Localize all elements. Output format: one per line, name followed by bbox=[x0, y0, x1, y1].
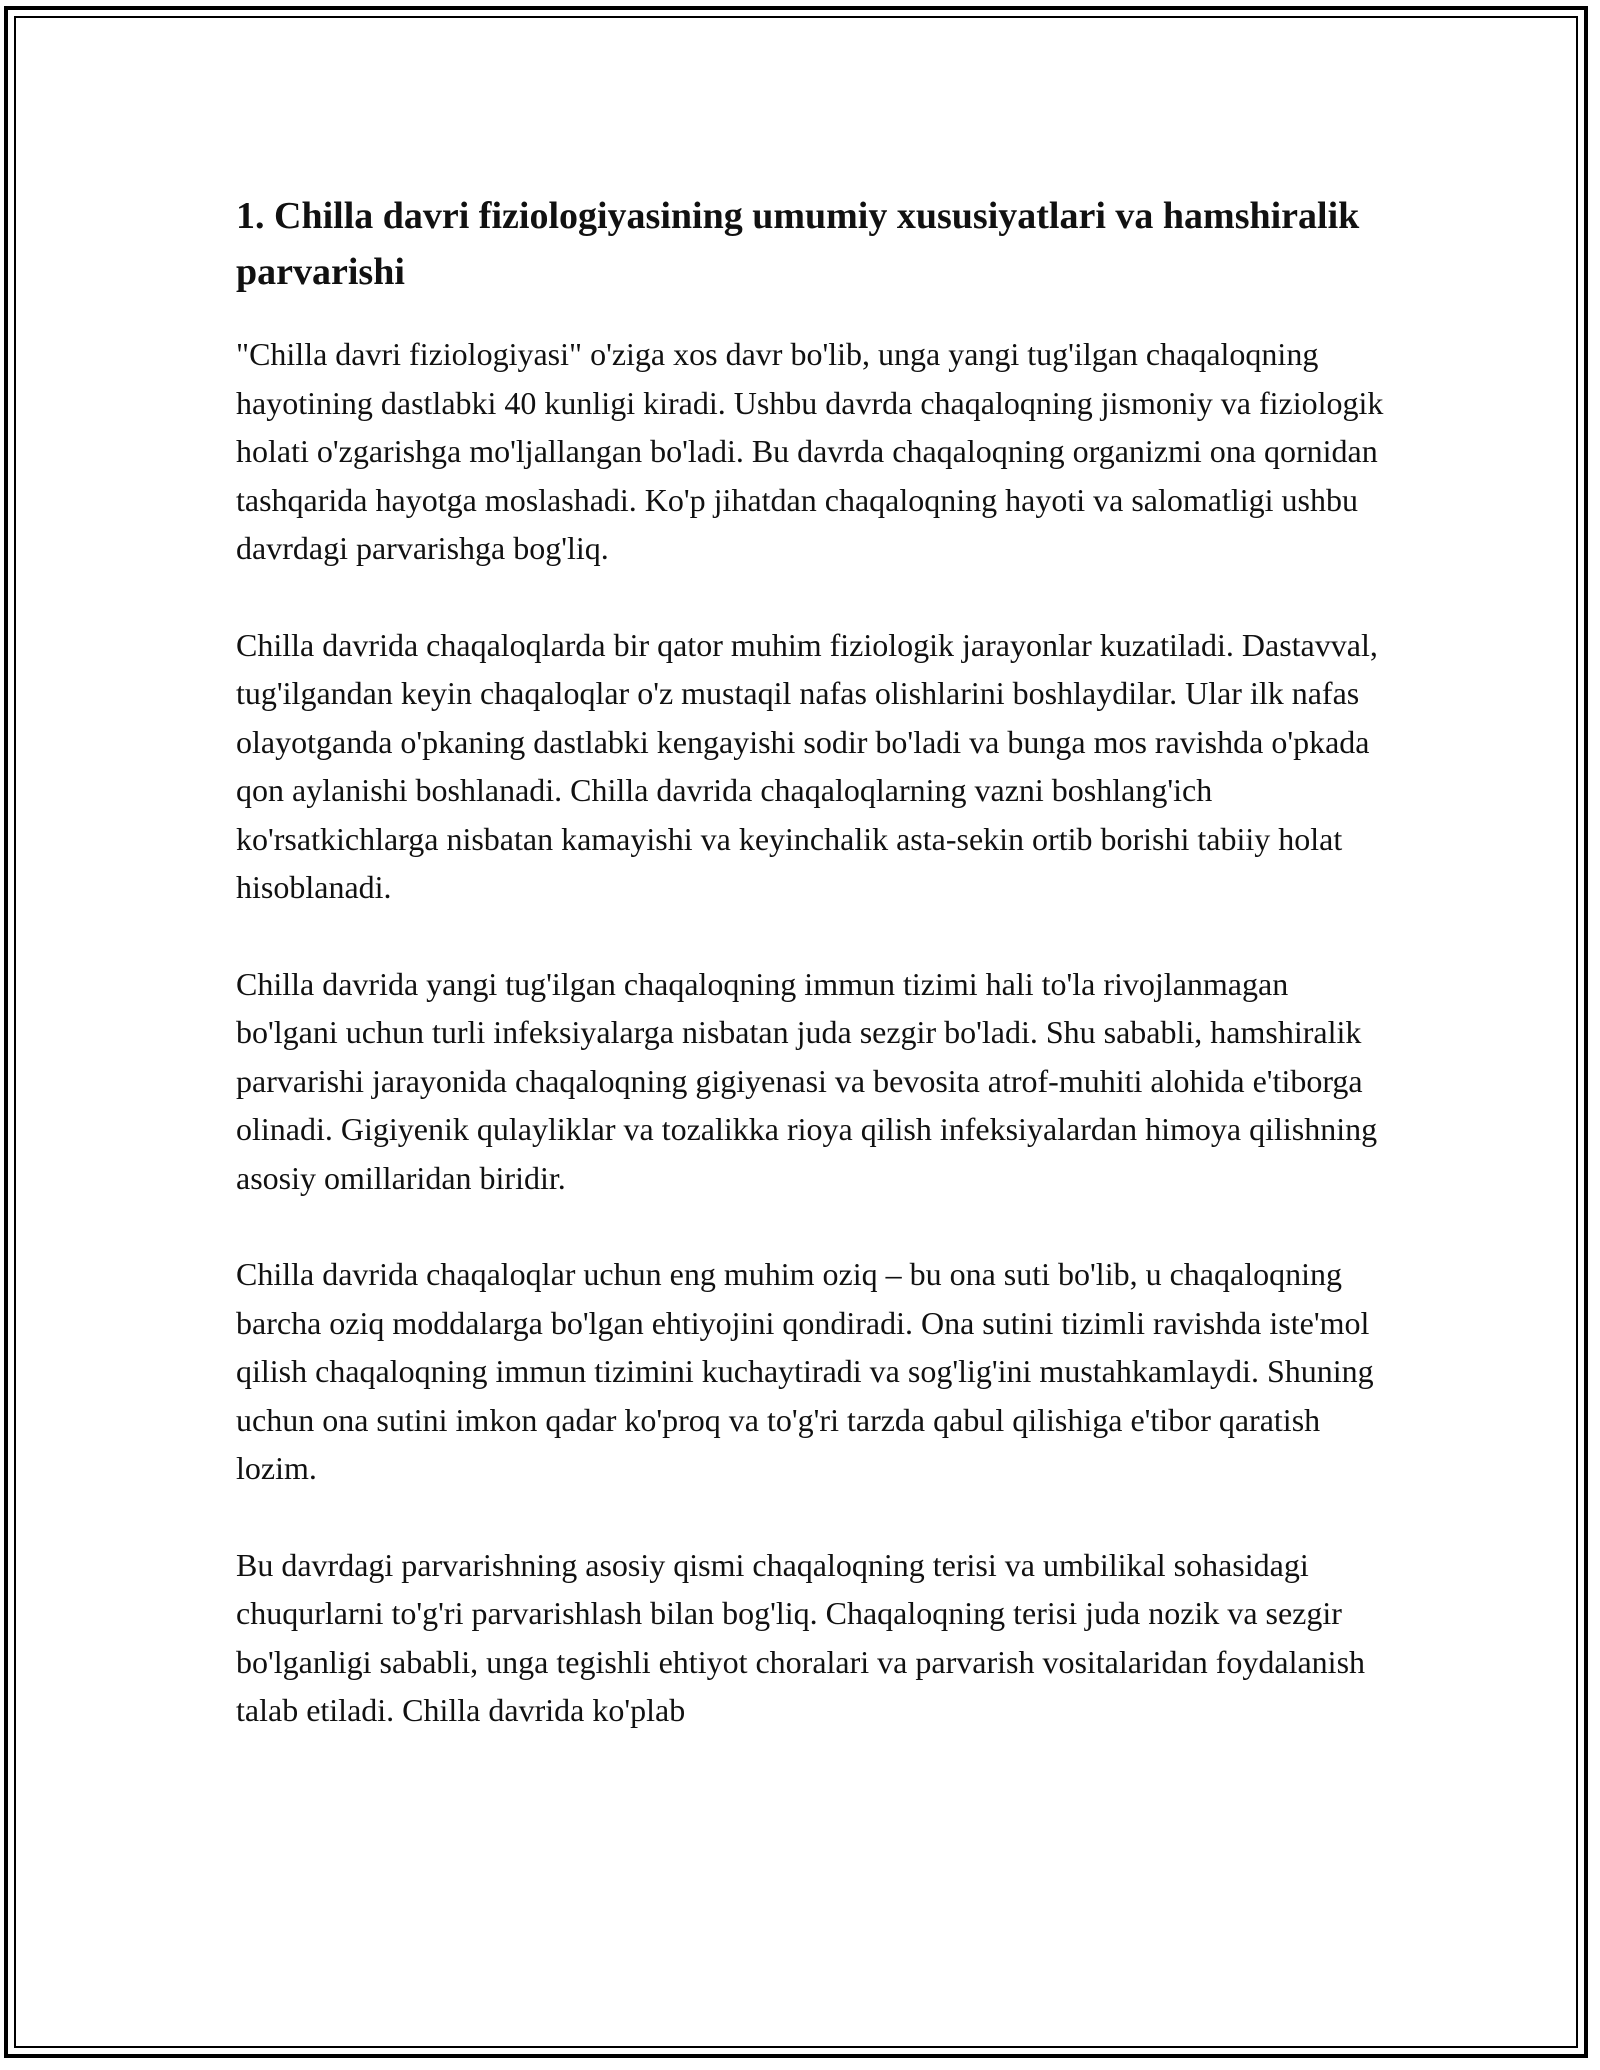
document-body bbox=[236, 188, 1386, 1783]
paragraph-5: Bu davrdagi parvarishning asosiy qismi chaqaloqning terisi va umbilikal sohasidagi chuqurlarni to'g'ri parvarishlash bilan bog'liq. Chaqaloqning terisi juda nozik va sezgir bo'lganligi sababli, unga tegishli ehtiyot choralari va parvarish vositalaridan foydalanish talab etiladi. Chilla davrida ko'plab bbox=[236, 1546, 1366, 1728]
section-heading: 1. Chilla davri fiziologiyasining umumiy xususiyatlari va hamshiralik parvarishi bbox=[236, 195, 1360, 293]
paragraph-2: Chilla davrida chaqaloqlarda bir qator muhim fiziologik jarayonlar kuzatiladi. Dastavval, tug'ilgandan keyin chaqaloqlar o'z mustaqil nafas olishlarini boshlaydilar. Ular ilk nafas olayotganda o'pkaning dastlabki kengayishi sodir bo'ladi va bunga mos ravishda o'pkada qon aylanishi boshlanadi. Chilla davrida chaqaloqlarning vazni boshlang'ich ko'rsatkichlarga nisbatan kamayishi va keyinchalik asta-sekin ortib borishi tabiiy holat hisoblanadi. bbox=[236, 626, 1378, 905]
paragraph-3: Chilla davrida yangi tug'ilgan chaqaloqning immun tizimi hali to'la rivojlanmagan bo'lgani uchun turli infeksiyalarga nisbatan juda sezgir bo'ladi. Shu sababli, hamshiralik parvarishi jarayonida chaqaloqning gigiyenasi va bevosita atrof-muhiti alohida e'tiborga olinadi. Gigiyenik qulayliklar va tozalikka rioya qilish infeksiyalardan himoya qilishning asosiy omillaridan biridir. bbox=[236, 965, 1378, 1196]
paragraph-1: "Chilla davri fiziologiyasi" o'ziga xos davr bo'lib, unga yangi tug'ilgan chaqaloqning hayotining dastlabki 40 kunligi kiradi. Ushbu davrda chaqaloqning jismoniy va fiziologik holati o'zgarishga mo'ljallangan bo'ladi. Bu davrda chaqaloqning organizmi ona qornidan tashqarida hayotga moslashadi. Ko'p jihatdan chaqaloqning hayoti va salomatligi ushbu davrdagi parvarishga bog'liq. bbox=[236, 336, 1384, 566]
paragraph-4: Chilla davrida chaqaloqlar uchun eng muhim oziq – bu ona suti bo'lib, u chaqaloqning barcha oziq moddalarga bo'lgan ehtiyojini qondiradi. Ona sutini tizimli ravishda iste'mol qilish chaqaloqning immun tizimini kuchaytiradi va sog'lig'ini mustahkamlaydi. Shuning uchun ona sutini imkon qadar ko'proq va to'g'ri tarzda qabul qilishiga e'tibor qaratish lozim. bbox=[236, 1256, 1374, 1486]
